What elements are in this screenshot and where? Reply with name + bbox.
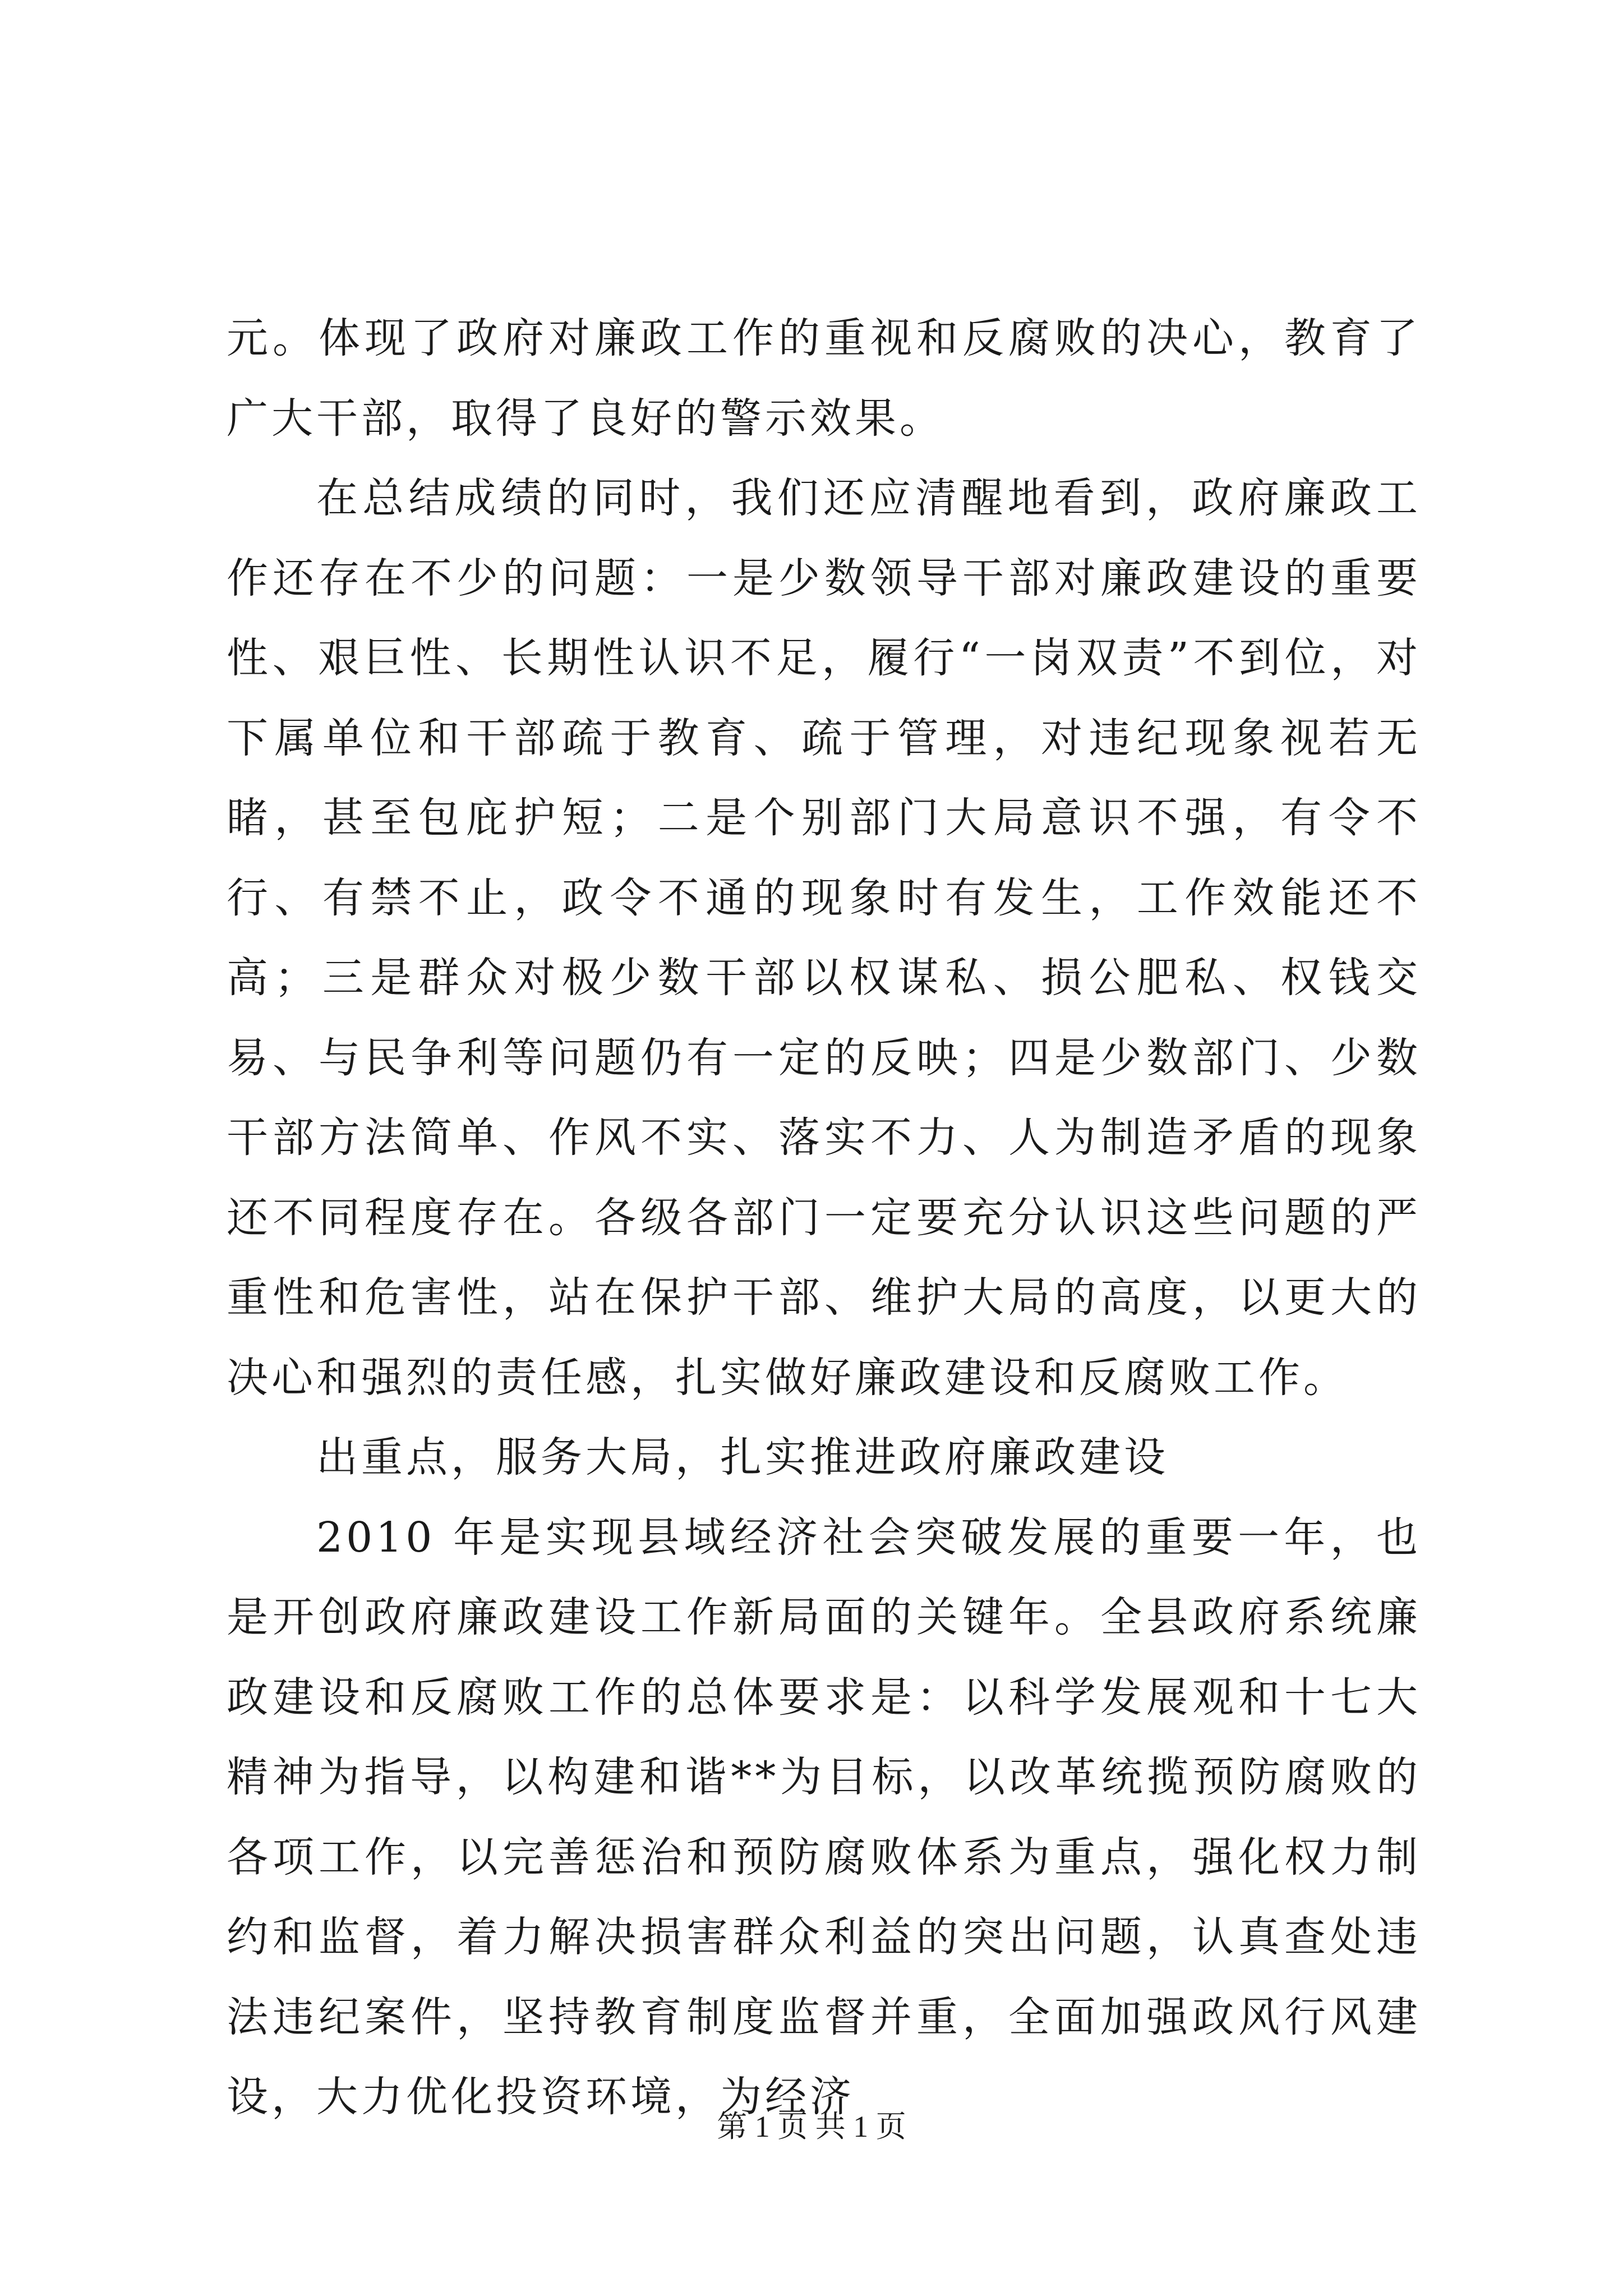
paragraph-2: 在总结成绩的同时，我们还应清醒地看到，政府廉政工作还存在不少的问题：一是少数领导干部对廉政建设的重要性、艰巨性、长期性认识不足，履行“一岗双责”不到位，对下属单位和干部疏于教育、疏于管理，对违纪现象视若无睹，甚至包庇护短；二是个别部门大局意识不强，有令不行、有禁不止，政令不通的现象时有发生，工作效能还不高；三是群众对极少数干部以权谋私、损公肥私、权钱交易、与民争利等问题仍有一定的反映；四是少数部门、少数干部方法简单、作风不实、落实不力、人为制造矛盾的现象还不同程度存在。各级各部门一定要充分认识这些问题的严重性和危害性，站在保护干部、维护大局的高度，以更大的决心和强烈的责任感，扎实做好廉政建设和反腐败工作。 xyxy=(227,474,1421,1402)
paragraph-4: 2010 年是实现县域经济社会突破发展的重要一年，也是开创政府廉政建设工作新局面的关键年。全县政府系统廉政建设和反腐败工作的总体要求是：以科学发展观和十七大精神为指导，以构建和谐**为目标，以改革统揽预防腐败的各项工作，以完善惩治和预防腐败体系为重点，强化权力制约和监督，着力解决损害群众利益的突出问题，认真查处违法违纪案件，坚持教育制度监督并重，全面加强政风行风建设，大力优化投资环境，为经济 xyxy=(227,1513,1421,2121)
document-body xyxy=(227,298,1421,2137)
page-number-label: 第 1 页 共 1 页 xyxy=(717,2110,906,2143)
paragraph-1: 元。体现了政府对廉政工作的重视和反腐败的决心，教育了广大干部，取得了良好的警示效果。 xyxy=(227,314,1421,443)
section-heading: 出重点，服务大局，扎实推进政府廉政建设 xyxy=(316,1433,1169,1481)
page-footer xyxy=(0,2107,1623,2146)
